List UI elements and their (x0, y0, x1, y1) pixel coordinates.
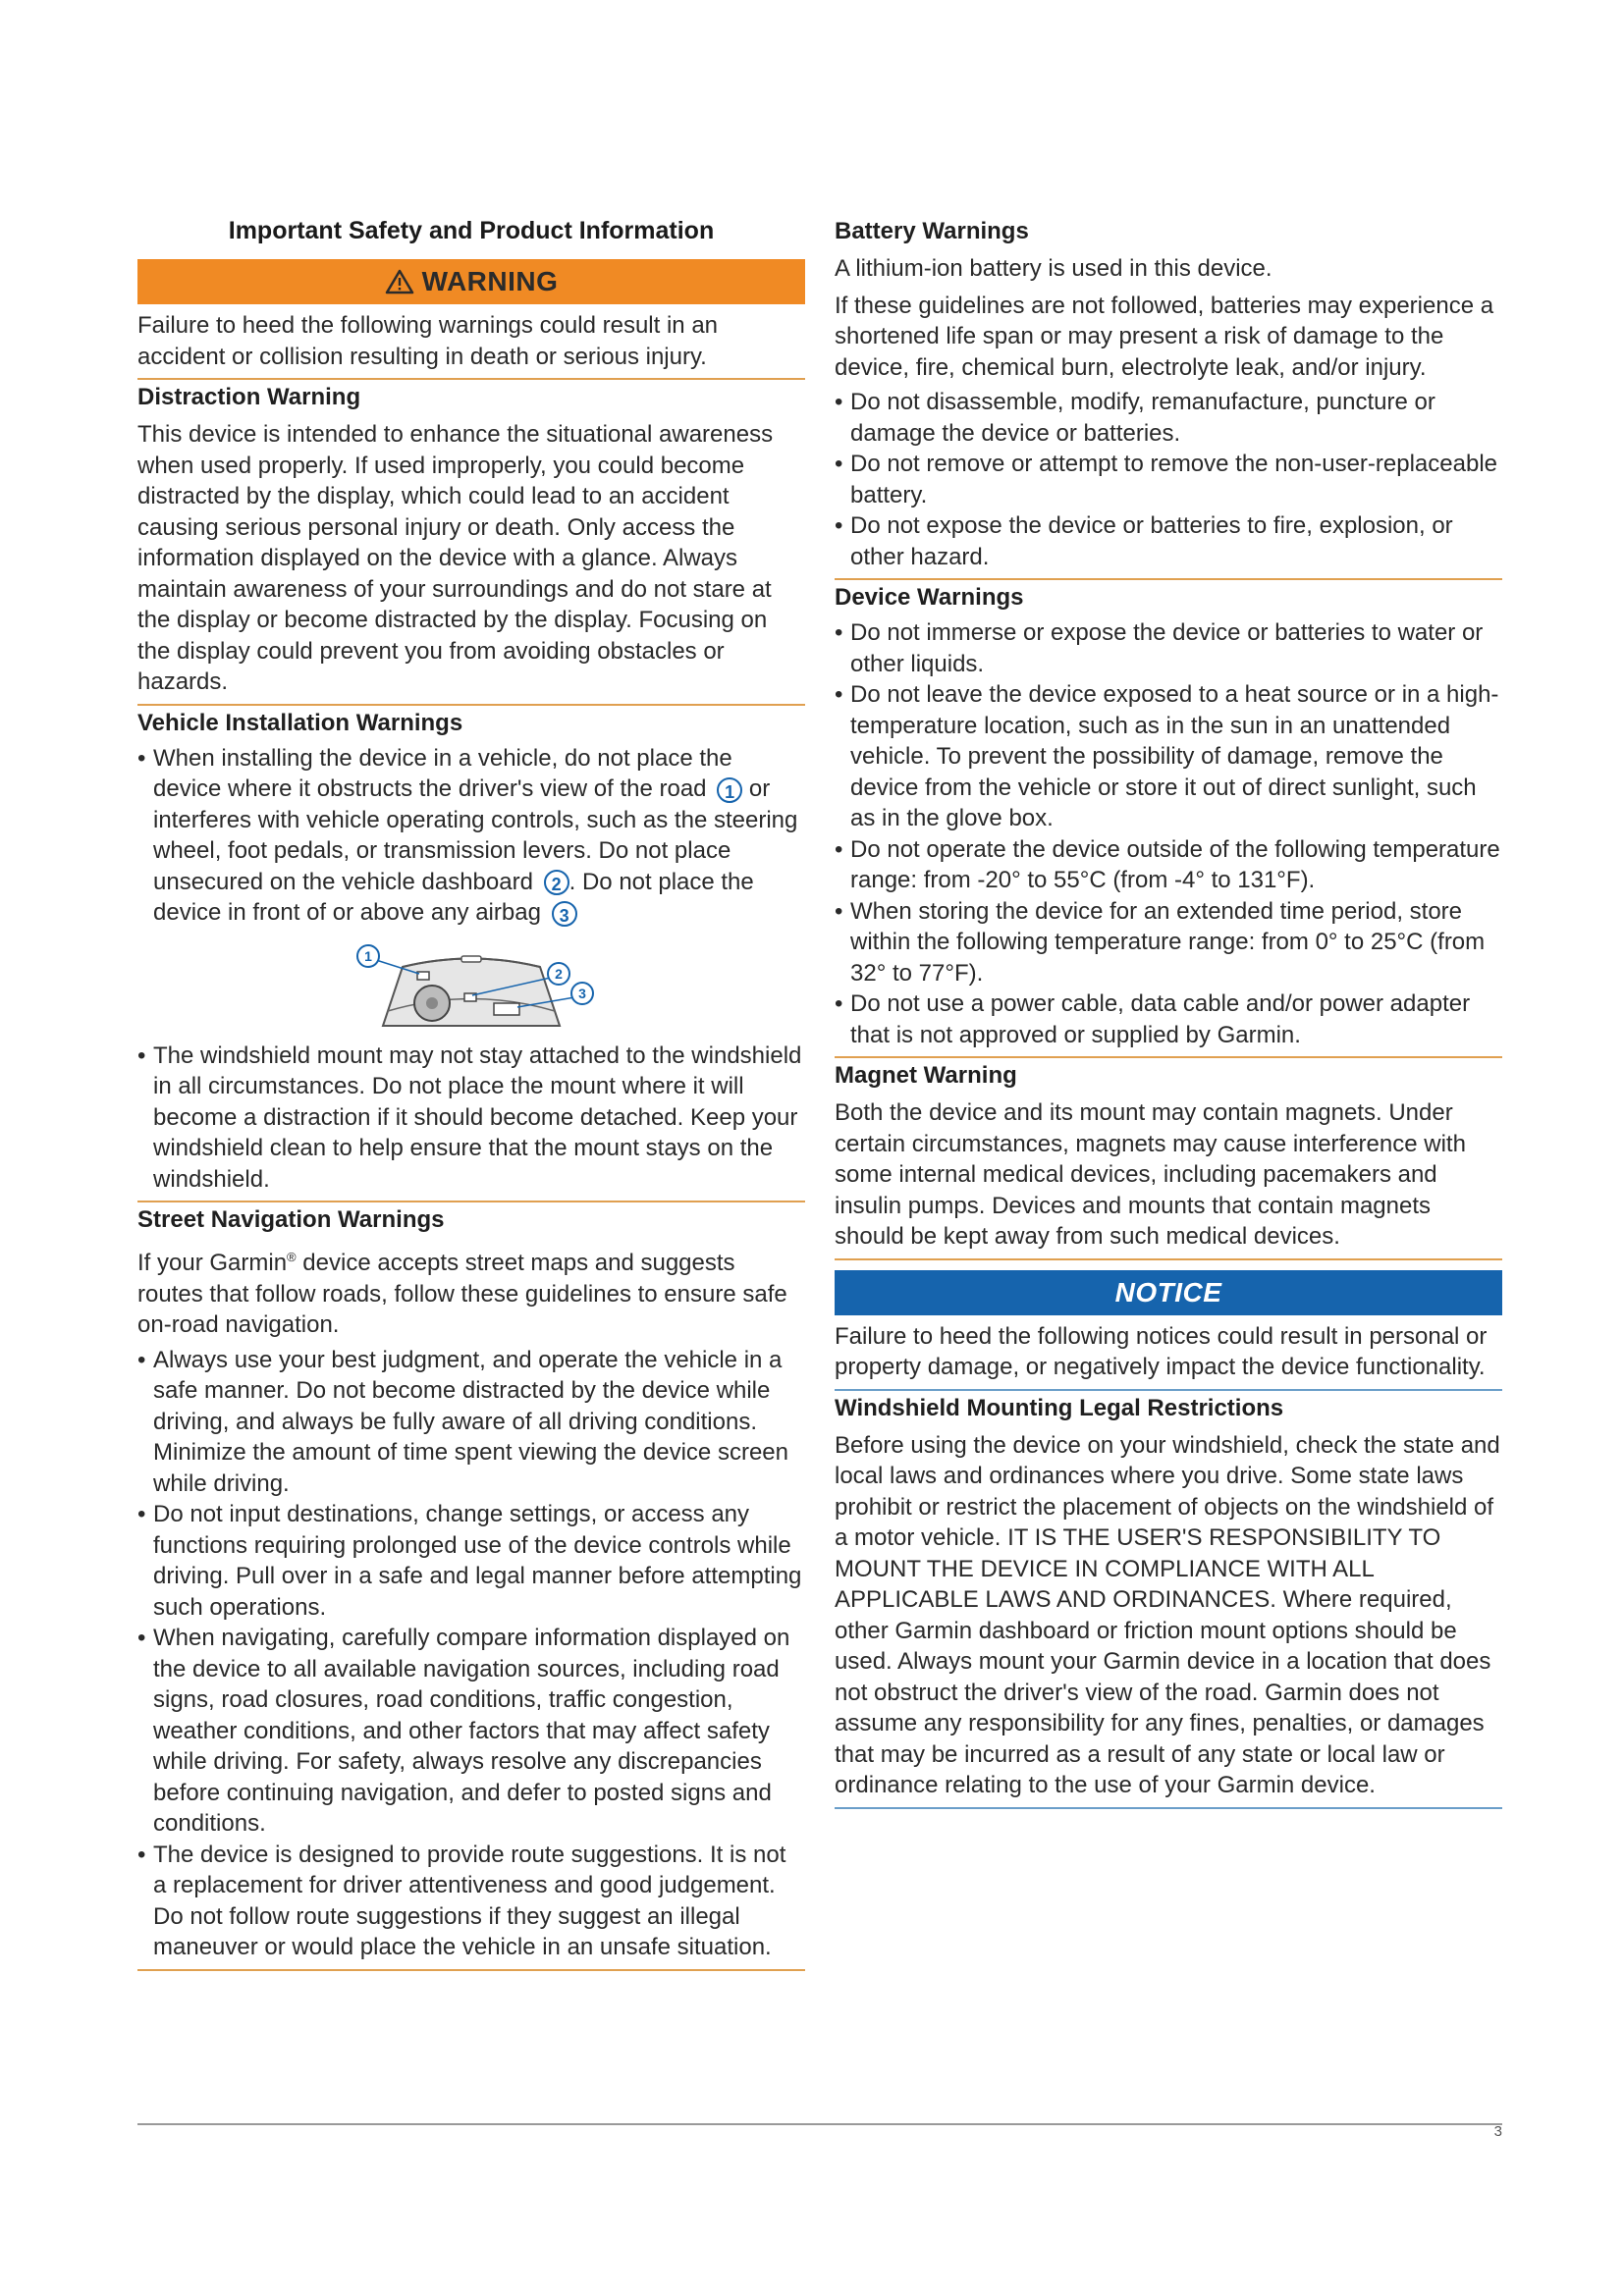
notice-label: NOTICE (1114, 1276, 1222, 1308)
vehicle-bullet1-part3: Do not place the device in front of or above any airbag (153, 868, 754, 926)
warning-intro: Failure to heed the following warnings could result in an accident or collision resulting in death or serious injury. (137, 312, 719, 370)
list-item: • Do not expose the device or batteries to fire, explosion, or other hazard. (835, 512, 1453, 570)
list-item: • Always use your best judgment, and operate the vehicle in a safe manner. Do not become distracted by the device while driving, and always be fully aware of all driving conditions. Minimize the amount of time spent viewing the device screen while driving. (137, 1346, 788, 1497)
street-bullet-text: The device is designed to provide route suggestions. It is not a replacement for driver attentiveness and good judgement. Do not follow route suggestions if they suggest an illegal maneuver or would place the vehicle in an unsafe situation. (153, 1841, 786, 1960)
device-bullet-text: Do not leave the device exposed to a heat source or in a high-temperature location, such as in the sun in an unattended vehicle. To prevent the possibility of damage, remove the device from the vehicle or store it out of direct sunlight, such as in the glove box. (850, 681, 1499, 831)
windshield-heading: Windshield Mounting Legal Restrictions (835, 1394, 1284, 1421)
list-item: • When storing the device for an extended time period, store within the following temperature range: from 0° to 25°C (from 32° to 77°F). (835, 897, 1486, 987)
divider (835, 578, 1502, 580)
warning-banner (137, 259, 805, 304)
list-item: • Do not use a power cable, data cable and/or power adapter that is not approved or supplied by Garmin. (835, 990, 1471, 1048)
device-bullet-text: When storing the device for an extended time period, store within the following temperature range: from 0° to 25°C (from 32° to 77°F). (850, 897, 1486, 987)
callout-2-icon: 2 (544, 870, 569, 895)
list-item: • The windshield mount may not stay attached to the windshield in all circumstances. Do not place the mount where it will become a distraction if it should become detached. Keep your windshield clean to help ensure that the mount stays on the windshield. (137, 1041, 802, 1193)
page-title: Important Safety and Product Information (228, 217, 715, 244)
svg-text:3: 3 (578, 985, 586, 1001)
divider (137, 704, 805, 706)
dashboard-illustration (349, 942, 594, 1031)
windshield-text: Before using the device on your windshield, check the state and local laws and ordinances where you drive. Some state laws prohibit or restrict the placement of objects on the windshield of a motor vehicle. IT IS THE USER'S RESPONSIBILITY TO MOUNT THE DEVICE IN COMPLIANCE WITH ALL APPLICABLE LAWS AND ORDINANCES. Where required, other Garmin dashboard or friction mount options should be used. Always mount your Garmin device in a location that does not obstruct the driver's view of the road. Garmin does not assume any responsibility for any fines, penalties, or damages that may be incurred as a result of any state or local law or ordinance relating to the use of your Garmin device. (835, 1431, 1500, 1798)
list-item: • The device is designed to provide route suggestions. It is not a replacement for driver attentiveness and good judgement. Do not follow route suggestions if they suggest an illegal maneuver or would place the vehicle in an unsafe situation. (137, 1841, 786, 1960)
street-bullet-text: When navigating, carefully compare information displayed on the device to all available navigation sources, including road signs, road closures, road conditions, traffic congestion, weather conditions, and other factors that may affect safety while driving. For safety, always resolve any discrepancies before continuing navigation, and defer to posted signs and conditions. (153, 1625, 790, 1837)
street-heading: Street Navigation Warnings (137, 1206, 445, 1233)
right-column (835, 214, 1502, 1809)
device-bullet-text: Do not operate the device outside of the following temperature range: from -20° to 55°C (from -4° to 131°F). (850, 835, 1500, 893)
device-bullet-text: Do not immerse or expose the device or batteries to water or other liquids. (850, 619, 1484, 677)
vehicle-bullets (137, 743, 805, 929)
street-intro-after: device accepts street maps and suggests routes that follow roads, follow these guidelines to ensure safe on-road navigation. (137, 1250, 787, 1338)
notice-banner (835, 1270, 1502, 1315)
dashboard-diagram (137, 942, 805, 1031)
battery-p1: A lithium-ion battery is used in this device. (835, 255, 1272, 282)
vehicle-heading: Vehicle Installation Warnings (137, 709, 463, 736)
warning-label: WARNING (421, 266, 559, 296)
diagram-callout-2 (548, 963, 569, 985)
street-intro (137, 1242, 805, 1341)
street-bullet-text: Always use your best judgment, and operate the vehicle in a safe manner. Do not become distracted by the device while driving, and always be fully aware of all driving conditions. Minimize the amount of time spent viewing the device screen while driving. (153, 1346, 788, 1497)
vehicle-bullet1-part1: When installing the device in a vehicle, do not place the device where it obstructs the driver's view of the road (153, 744, 732, 802)
device-bullet-text: Do not use a power cable, data cable and/or power adapter that is not approved or supplied by Garmin. (850, 990, 1471, 1048)
battery-bullets (835, 387, 1502, 572)
left-column (137, 214, 805, 1971)
device-heading: Device Warnings (835, 584, 1024, 611)
list-item: • Do not leave the device exposed to a heat source or in a high-temperature location, such as in the sun in an unattended vehicle. To prevent the possibility of damage, remove the device from the vehicle or store it out of direct sunlight, such as in the glove box. (835, 681, 1499, 831)
distraction-heading: Distraction Warning (137, 384, 361, 410)
divider (137, 1201, 805, 1202)
battery-p2: If these guidelines are not followed, batteries may experience a shortened life span or may present a risk of damage to the device, fire, chemical burn, electrolyte leak, and/or injury. (835, 292, 1494, 381)
divider (835, 1807, 1502, 1809)
vehicle-bullet2: The windshield mount may not stay attached to the windshield in all circumstances. Do not place the mount where it will become a distraction if it should become detached. Keep your windshield clean to help ensure that the mount stays on the windshield. (153, 1041, 802, 1193)
vehicle-bullet1-part2: or interferes with vehicle operating controls, such as the steering wheel, foot pedals, or transmission levers. Do not place unsecured on the vehicle dashboard (153, 775, 798, 895)
svg-text:2: 2 (555, 965, 563, 982)
notice-intro: Failure to heed the following notices could result in personal or property damage, or negatively impact the device functionality. (835, 1322, 1488, 1380)
street-intro-before: If your Garmin (137, 1250, 288, 1276)
footer-divider (137, 2123, 1502, 2125)
street-bullets (137, 1345, 805, 1963)
divider (137, 378, 805, 380)
registered-mark: ® (287, 1250, 297, 1264)
distraction-text: This device is intended to enhance the situational awareness when used properly. If used improperly, you could become distracted by the display, which could lead to an accident causing serious personal injury or death. Only access the information displayed on the device with a glance. Always maintain awareness of your surroundings and do not stare at the display or become distracted by the display. Focusing on the display could prevent you from avoiding obstacles or hazards. (137, 421, 774, 695)
callout-1-icon: 1 (717, 777, 742, 803)
list-item: • Do not input destinations, change settings, or access any functions requiring prolonged use of the device controls while driving. Pull over in a safe and legal manner before attempting such operations. (137, 1501, 802, 1621)
divider (835, 1389, 1502, 1391)
list-item: • Do not disassemble, modify, remanufacture, puncture or damage the device or batteries. (835, 389, 1435, 447)
vehicle-bullets-2 (137, 1041, 805, 1196)
list-item: • Do not operate the device outside of the following temperature range: from -20° to 55°C (from -4° to 131°F). (835, 835, 1500, 893)
diagram-callout-1 (357, 945, 379, 967)
battery-heading: Battery Warnings (835, 218, 1029, 244)
battery-bullet-text: Do not remove or attempt to remove the non-user-replaceable battery. (850, 451, 1498, 508)
divider (835, 1056, 1502, 1058)
list-item: • Do not remove or attempt to remove the non-user-replaceable battery. (835, 451, 1498, 508)
battery-bullet-text: Do not disassemble, modify, remanufacture, puncture or damage the device or batteries. (850, 389, 1435, 447)
magnet-heading: Magnet Warning (835, 1062, 1017, 1089)
page-number: 3 (1493, 2123, 1502, 2140)
list-item: • When installing the device in a vehicle, do not place the device where it obstructs the driver's view of the road 1 or interferes with vehicle operating controls, such as the steering wheel, foot pedals, or transmission levers. Do not place unsecured on the vehicle dashboard 2 . Do not place the device in front of or above any airbag 3 (137, 744, 798, 926)
list-item: • When navigating, carefully compare information displayed on the device to all available navigation sources, including road signs, road closures, road conditions, traffic congestion, weather conditions, and other factors that may affect safety while driving. For safety, always resolve any discrepancies before continuing navigation, and defer to posted signs and conditions. (137, 1625, 790, 1837)
diagram-callout-3 (571, 983, 593, 1004)
callout-3-icon: 3 (552, 901, 577, 927)
device-bullets (835, 617, 1502, 1050)
svg-text:1: 1 (364, 947, 372, 964)
list-item: • Do not immerse or expose the device or batteries to water or other liquids. (835, 619, 1484, 677)
divider (137, 1969, 805, 1971)
battery-bullet-text: Do not expose the device or batteries to fire, explosion, or other hazard. (850, 512, 1453, 570)
street-bullet-text: Do not input destinations, change settings, or access any functions requiring prolonged use of the device controls while driving. Pull over in a safe and legal manner before attempting such operations. (153, 1501, 802, 1621)
magnet-text: Both the device and its mount may contain magnets. Under certain circumstances, magnets may cause interference with some internal medical devices, including pacemakers and insulin pumps. Devices and mounts that contain magnets should be kept away from such medical devices. (835, 1099, 1466, 1250)
warning-triangle-icon (385, 269, 414, 294)
divider (835, 1258, 1502, 1260)
